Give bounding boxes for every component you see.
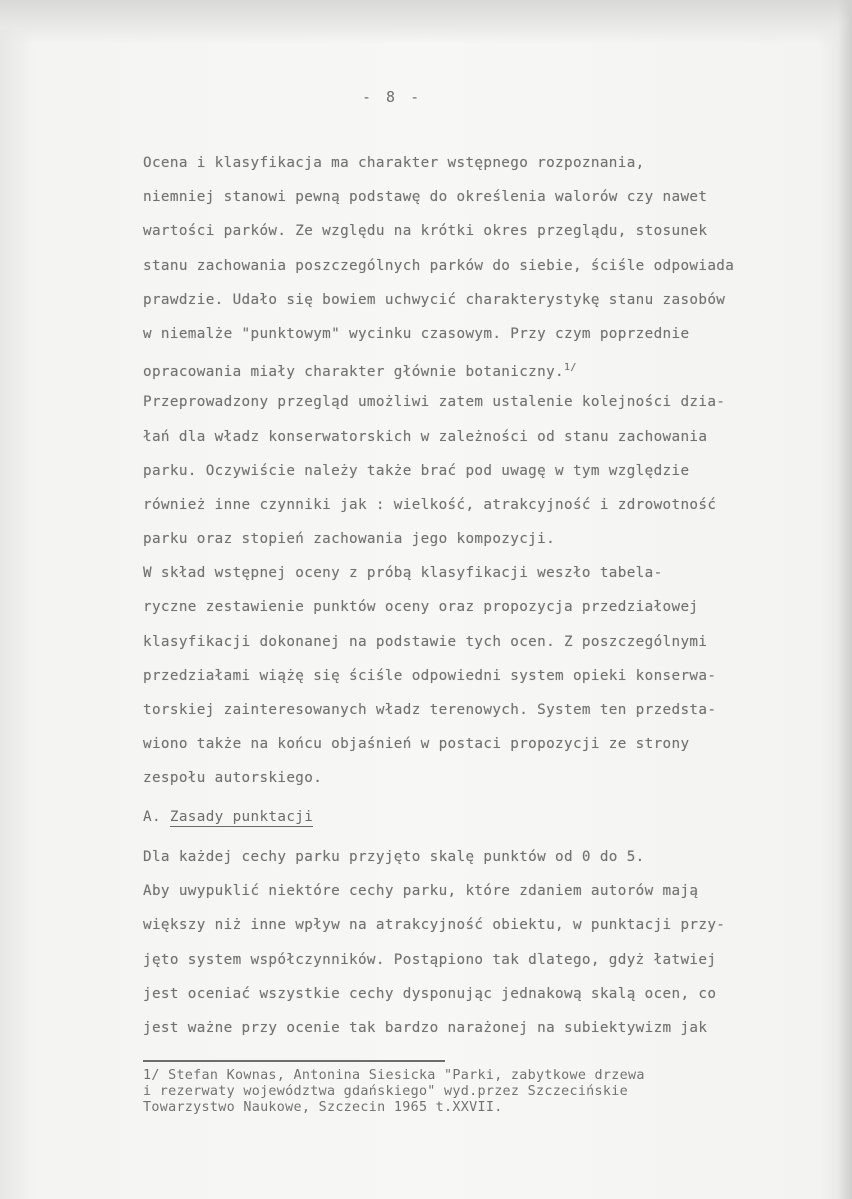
footnote-line: 1/ Stefan Kownas, Antonina Siesicka "Parki, zabytkowe drzewa (143, 1068, 645, 1083)
footnote-divider (143, 1060, 445, 1062)
section-prefix: A. (143, 809, 170, 825)
section-title: Zasady punktacji (169, 809, 314, 825)
text-line: jest ważne przy ocenie tak bardzo narażonej na subiektywizm jak (143, 1019, 708, 1036)
text-line: jest oceniać wszystkie cechy dysponując jednakową skalą ocen, co (143, 985, 717, 1002)
text-line: większy niż inne wpływ na atrakcyjność obiektu, w punktacji przy- (143, 917, 726, 934)
text-line: Ocena i klasyfikacja ma charakter wstępnego rozpoznania, (143, 155, 645, 171)
text-line: wiono także na końcu objaśnień w postaci propozycji ze strony (143, 736, 690, 753)
footnote-reference: 1/ (564, 362, 577, 374)
scan-top-shadow (0, 0, 852, 44)
text-line: Przeprowadzony przegląd umożliwi zatem ustalenie kolejności dzia- (143, 394, 726, 411)
footnote-line: i rezerwaty województwa gdańskiego" wyd.przez Szczecińskie (143, 1084, 628, 1099)
text-line: Aby uwypuklić niektóre cechy parku, które zdaniem autorów mają (143, 883, 699, 900)
text-line: również inne czynniki jak : wielkość, atrakcyjność i zdrowotność (143, 496, 717, 513)
text-line-with-footnote (143, 351, 823, 385)
text-line: jęto system współczynników. Postąpiono tak dlatego, gdyż łatwiej (143, 951, 717, 968)
text-line: Dla każdej cechy parku przyjęto skalę punktów od 0 do 5. (143, 849, 645, 865)
text-line: w niemalże "punktowym" wycinku czasowym. Przy czym poprzednie (143, 325, 690, 342)
text-line: ryczne zestawienie punktów oceny oraz propozycja przedziałowej (143, 599, 699, 616)
page-number: - 8 - (362, 88, 423, 106)
text-line: parku oraz stopień zachowania jego kompozycji. (143, 531, 556, 548)
text-line: zespołu autorskiego. (143, 770, 323, 787)
body-text-block-1 (143, 146, 823, 796)
body-text-block-2 (143, 840, 823, 1045)
text-line: stanu zachowania poszczególnych parków do siebie, ściśle odpowiada (143, 257, 735, 274)
text-line: wartości parków. Ze względu na krótki okres przeglądu, stosunek (143, 223, 708, 240)
text-line: W skład wstępnej oceny z próbą klasyfikacji weszło tabela- (143, 565, 663, 582)
section-heading (143, 809, 313, 825)
text-line: prawdzie. Udało się bowiem uchwycić charakterystykę stanu zasobów (143, 291, 726, 308)
scan-right-shadow (838, 0, 852, 1199)
text-line: klasyfikacji dokonanej na podstawie tych ocen. Z poszczególnymi (143, 633, 708, 650)
text-line: torskiej zainteresowanych władz terenowych. System ten przedsta- (143, 702, 717, 718)
text-line: łań dla władz konserwatorskich w zależności od stanu zachowania (143, 428, 708, 445)
text-line: przedziałami wiążę się ściśle odpowiedni system opieki konserwa- (143, 667, 717, 684)
text-line: opracowania miały charakter głównie botaniczny. (143, 364, 564, 381)
text-line: parku. Oczywiście należy także brać pod uwagę w tym względzie (143, 462, 690, 479)
footnote (143, 1068, 823, 1116)
text-line: niemniej stanowi pewną podstawę do określenia walorów czy nawet (143, 189, 708, 206)
footnote-line: Towarzystwo Naukowe, Szczecin 1965 t.XXVII. (143, 1100, 503, 1115)
